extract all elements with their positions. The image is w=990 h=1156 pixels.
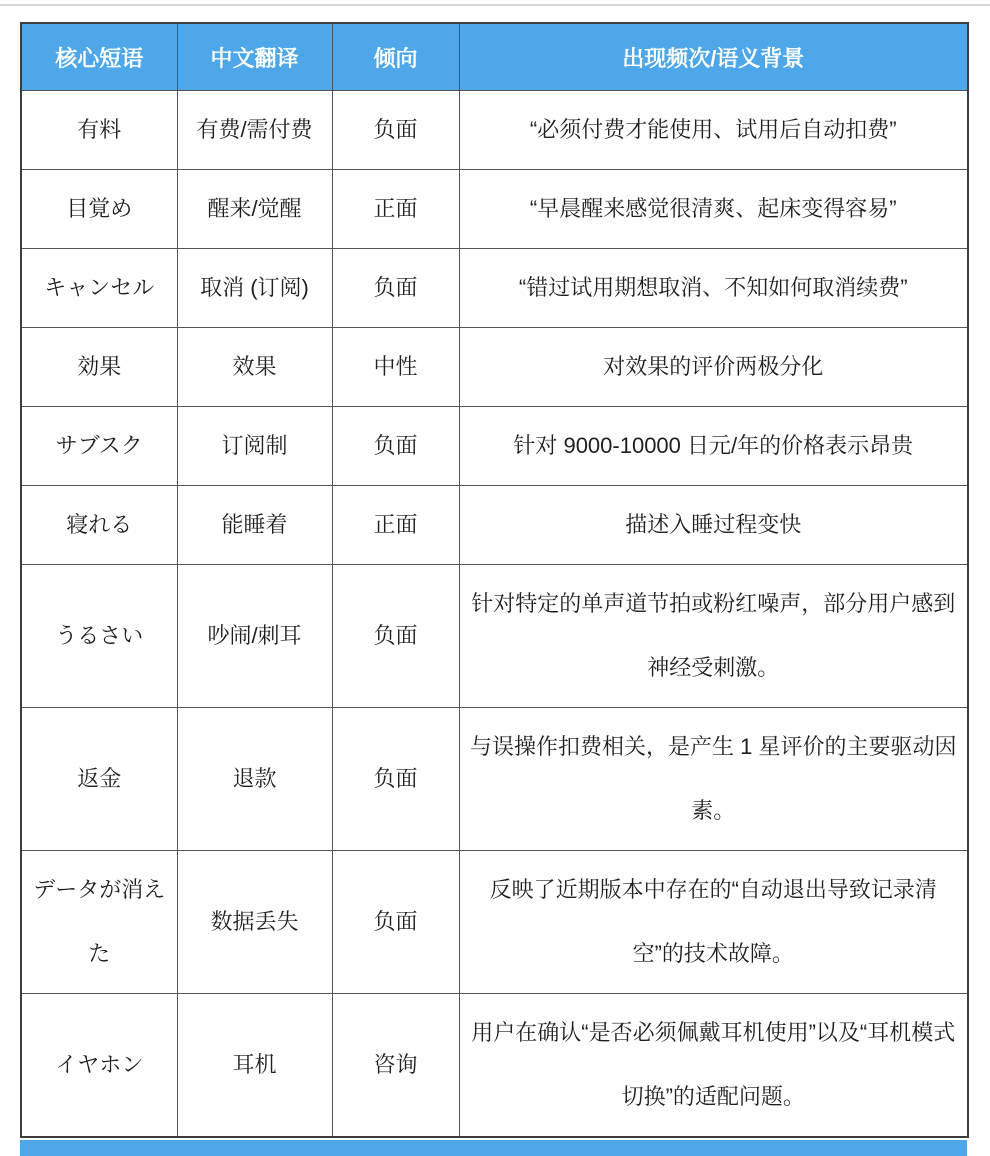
cell-sentiment: 中性 [332, 328, 459, 407]
cell-sentiment: 负面 [332, 565, 459, 708]
cell-chinese-translation: 能睡着 [177, 486, 332, 565]
cell-sentiment: 正面 [332, 170, 459, 249]
review-phrases-table [20, 22, 969, 1138]
table-row [21, 708, 968, 851]
cell-frequency-context: 反映了近期版本中存在的“自动退出导致记录清空”的技术故障。 [459, 851, 968, 994]
table-row [21, 249, 968, 328]
cell-sentiment: 咨询 [332, 994, 459, 1138]
table-header-row [21, 23, 968, 91]
cropped-next-header-strip [20, 1140, 967, 1156]
table-body [21, 91, 968, 1138]
cell-sentiment: 负面 [332, 851, 459, 994]
table-row [21, 170, 968, 249]
header-chinese-translation: 中文翻译 [177, 23, 332, 91]
cell-chinese-translation: 退款 [177, 708, 332, 851]
cell-frequency-context: 描述入睡过程变快 [459, 486, 968, 565]
header-core-phrase: 核心短语 [21, 23, 177, 91]
top-divider-line [0, 4, 990, 6]
cell-core-phrase: 有料 [21, 91, 177, 170]
cell-chinese-translation: 耳机 [177, 994, 332, 1138]
table-row [21, 994, 968, 1138]
cell-core-phrase: うるさい [21, 565, 177, 708]
cell-core-phrase: キャンセル [21, 249, 177, 328]
table-row [21, 407, 968, 486]
cell-frequency-context: 针对 9000-10000 日元/年的价格表示昂贵 [459, 407, 968, 486]
cell-core-phrase: 返金 [21, 708, 177, 851]
cell-chinese-translation: 订阅制 [177, 407, 332, 486]
cell-sentiment: 负面 [332, 249, 459, 328]
table-row [21, 91, 968, 170]
cell-chinese-translation: 有费/需付费 [177, 91, 332, 170]
table-row [21, 486, 968, 565]
header-frequency-context: 出现频次/语义背景 [459, 23, 968, 91]
cell-core-phrase: データが消えた [21, 851, 177, 994]
table-row [21, 851, 968, 994]
cell-core-phrase: イヤホン [21, 994, 177, 1138]
cell-frequency-context: 与误操作扣费相关，是产生 1 星评价的主要驱动因素。 [459, 708, 968, 851]
cell-frequency-context: 用户在确认“是否必须佩戴耳机使用”以及“耳机模式切换”的适配问题。 [459, 994, 968, 1138]
cell-sentiment: 负面 [332, 91, 459, 170]
cell-core-phrase: 効果 [21, 328, 177, 407]
table-row [21, 328, 968, 407]
cell-frequency-context: 针对特定的单声道节拍或粉红噪声，部分用户感到神经受刺激。 [459, 565, 968, 708]
cell-sentiment: 负面 [332, 708, 459, 851]
cell-chinese-translation: 数据丢失 [177, 851, 332, 994]
cell-frequency-context: “必须付费才能使用、试用后自动扣费” [459, 91, 968, 170]
cell-frequency-context: “早晨醒来感觉很清爽、起床变得容易” [459, 170, 968, 249]
cell-chinese-translation: 效果 [177, 328, 332, 407]
header-sentiment: 倾向 [332, 23, 459, 91]
cell-core-phrase: サブスク [21, 407, 177, 486]
cell-chinese-translation: 醒来/觉醒 [177, 170, 332, 249]
cell-core-phrase: 寝れる [21, 486, 177, 565]
cell-frequency-context: 对效果的评价两极分化 [459, 328, 968, 407]
cell-chinese-translation: 取消 (订阅) [177, 249, 332, 328]
cell-core-phrase: 目覚め [21, 170, 177, 249]
cell-sentiment: 正面 [332, 486, 459, 565]
cell-sentiment: 负面 [332, 407, 459, 486]
cell-chinese-translation: 吵闹/刺耳 [177, 565, 332, 708]
table-row [21, 565, 968, 708]
cell-frequency-context: “错过试用期想取消、不知如何取消续费” [459, 249, 968, 328]
